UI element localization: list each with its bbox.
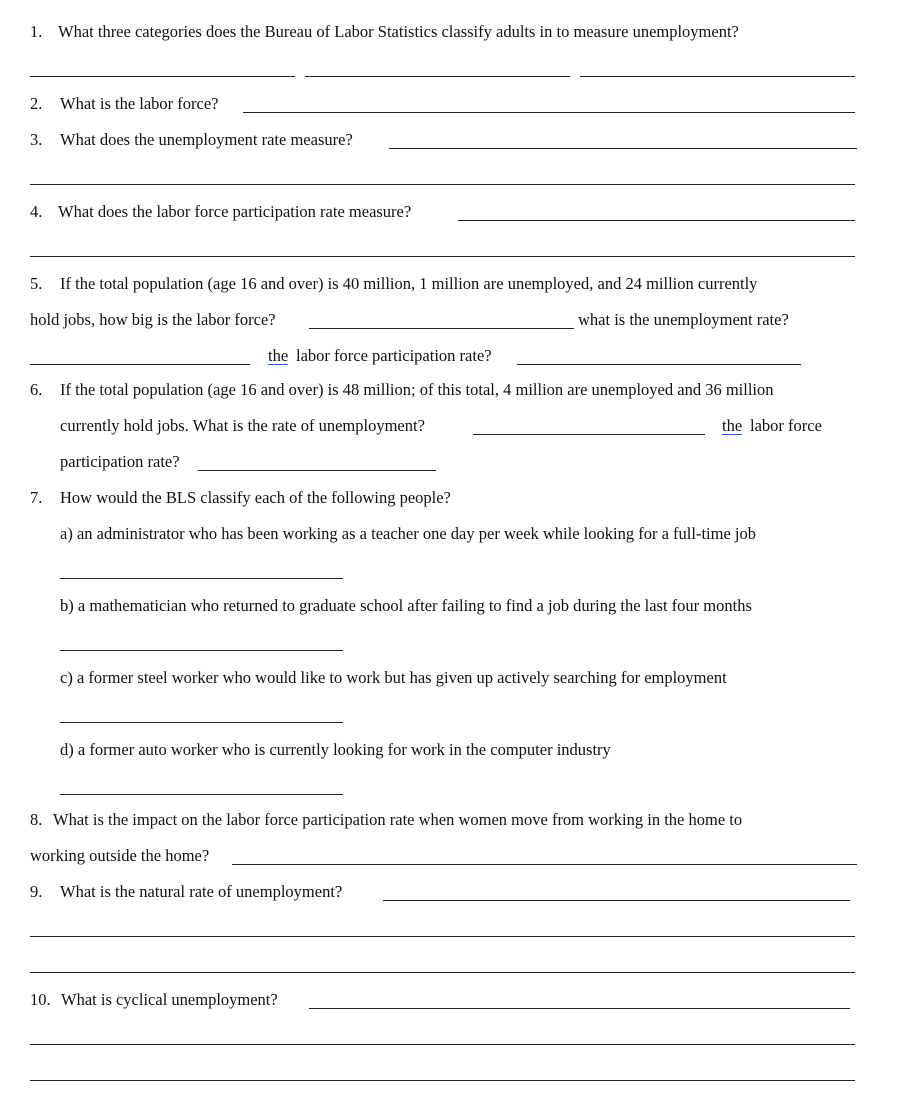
q4-text: What does the labor force participation rate measure? — [58, 202, 412, 221]
q2-answer-line[interactable] — [243, 112, 855, 113]
q6-line-1: If the total population (age 16 and over) is 48 million; of this total, 4 million are unemployed and 36 million — [60, 380, 774, 399]
q5-participation-rate-answer-line[interactable] — [517, 364, 801, 365]
q9-text: What is the natural rate of unemployment? — [60, 882, 343, 901]
q5-number: 5. — [30, 274, 43, 293]
q4-number: 4. — [30, 202, 43, 221]
q3-answer-line-1[interactable] — [389, 148, 857, 149]
q5-line-2a: hold jobs, how big is the labor force? — [30, 310, 276, 329]
q6-line-3: participation rate? — [60, 452, 180, 471]
q7a-text: a) an administrator who has been working as a teacher one day per week while looking for a full-time job — [60, 524, 756, 543]
q1-answer-line-3[interactable] — [580, 76, 855, 77]
q5-line-2b: what is the unemployment rate? — [578, 310, 789, 329]
q5-labor-force-answer-line[interactable] — [309, 328, 574, 329]
q6-participation-rate-answer-line[interactable] — [198, 470, 436, 471]
q8-number: 8. — [30, 810, 43, 829]
q10-answer-line-2[interactable] — [30, 1044, 855, 1045]
q10-number: 10. — [30, 990, 51, 1009]
q7-text: How would the BLS classify each of the following people? — [60, 488, 451, 507]
q6-line-2-rest: labor force — [750, 416, 822, 435]
q1-answer-line-1[interactable] — [30, 76, 295, 77]
q10-answer-line-1[interactable] — [309, 1008, 850, 1009]
q6-number: 6. — [30, 380, 43, 399]
q8-line-2: working outside the home? — [30, 846, 210, 865]
q7c-text: c) a former steel worker who would like to work but has given up actively searching for employment — [60, 668, 727, 687]
q7b-answer-line[interactable] — [60, 650, 343, 651]
q8-line-1: What is the impact on the labor force participation rate when women move from working in the home to — [53, 810, 743, 829]
q4-answer-line-2[interactable] — [30, 256, 855, 257]
q1-number: 1. — [30, 22, 43, 41]
q6-unemployment-rate-answer-line[interactable] — [473, 434, 705, 435]
q9-answer-line-1[interactable] — [383, 900, 850, 901]
q2-text: What is the labor force? — [60, 94, 219, 113]
q6-line-2-the: the — [722, 416, 743, 435]
q9-answer-line-2[interactable] — [30, 936, 855, 937]
q10-text: What is cyclical unemployment? — [61, 990, 278, 1009]
q7c-answer-line[interactable] — [60, 722, 343, 723]
q5-line-1: If the total population (age 16 and over) is 40 million, 1 million are unemployed, and 24 million currently — [60, 274, 758, 293]
q7a-answer-line[interactable] — [60, 578, 343, 579]
q1-answer-line-2[interactable] — [305, 76, 570, 77]
q8-answer-line[interactable] — [232, 864, 857, 865]
q4-answer-line-1[interactable] — [458, 220, 855, 221]
q7d-answer-line[interactable] — [60, 794, 343, 795]
q9-answer-line-3[interactable] — [30, 972, 855, 973]
q7b-text: b) a mathematician who returned to graduate school after failing to find a job during the last four months — [60, 596, 752, 615]
q2-number: 2. — [30, 94, 43, 113]
q6-line-2: currently hold jobs. What is the rate of unemployment? — [60, 416, 425, 435]
q5-unemployment-rate-answer-line[interactable] — [30, 364, 250, 365]
q5-line-3: labor force participation rate? — [296, 346, 492, 365]
q7d-text: d) a former auto worker who is currently looking for work in the computer industry — [60, 740, 611, 759]
q1-text: What three categories does the Bureau of Labor Statistics classify adults in to measure unemployment? — [58, 22, 739, 41]
q10-answer-line-3[interactable] — [30, 1080, 855, 1081]
q5-line-3-the: the — [268, 346, 289, 365]
q3-answer-line-2[interactable] — [30, 184, 855, 185]
q9-number: 9. — [30, 882, 43, 901]
q7-number: 7. — [30, 488, 43, 507]
q3-text: What does the unemployment rate measure? — [60, 130, 353, 149]
q3-number: 3. — [30, 130, 43, 149]
